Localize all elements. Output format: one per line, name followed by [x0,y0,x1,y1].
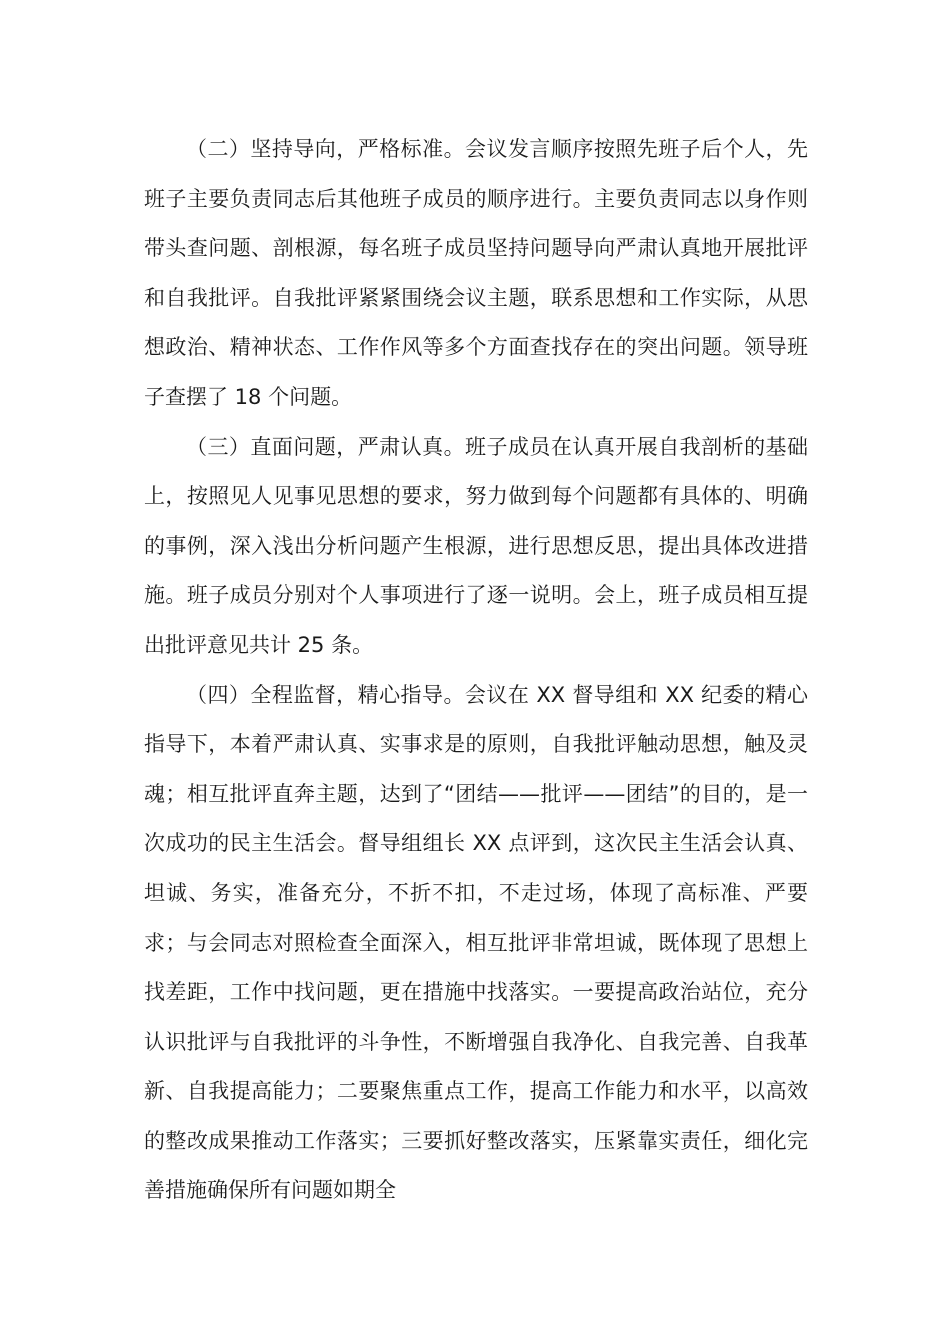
paragraph-face-problems: （三）直面问题，严肃认真。班子成员在认真开展自我剖析的基础上，按照见人见事见思想的要求，努力做到每个问题都有具体的、明确的事例，深入浅出分析问题产生根源，进行思想反思，提出具体改进措施。班子成员分别对个人事项进行了逐一说明。会上，班子成员相互提出批评意见共计 25 条。 [144,434,808,657]
paragraph-supervision-guidance: （四）全程监督，精心指导。会议在 XX 督导组和 XX 纪委的精心指导下，本着严肃认真、实事求是的原则，自我批评触动思想，触及灵魂；相互批评直奔主题，达到了“团结——批评——团结”的目的，是一次成功的民主生活会。督导组组长 XX 点评到，这次民主生活会认真、坦诚、务实，准备充分，不折不扣，不走过场，体现了高标准、严要求；与会同志对照检查全面深入，相互批评非常坦诚，既体现了思想上找差距，工作中找问题，更在措施中找落实。一要提高政治站位，充分认识批评与自我批评的斗争性，不断增强自我净化、自我完善、自我革新、自我提高能力；二要聚焦重点工作，提高工作能力和水平，以高效的整改成果推动工作落实；三要抓好整改落实，压紧靠实责任，细化完善措施确保所有问题如期全 [144,682,808,1203]
paragraph-leadership-standards: （二）坚持导向，严格标准。会议发言顺序按照先班子后个人，先班子主要负责同志后其他班子成员的顺序进行。主要负责同志以身作则带头查问题、剖根源，每名班子成员坚持问题导向严肃认真地开展批评和自我批评。自我批评紧紧围绕会议主题，联系思想和工作实际，从思想政治、精神状态、工作作风等多个方面查找存在的突出问题。领导班子查摆了 18 个问题。 [144,137,808,409]
document-body [144,125,808,1216]
